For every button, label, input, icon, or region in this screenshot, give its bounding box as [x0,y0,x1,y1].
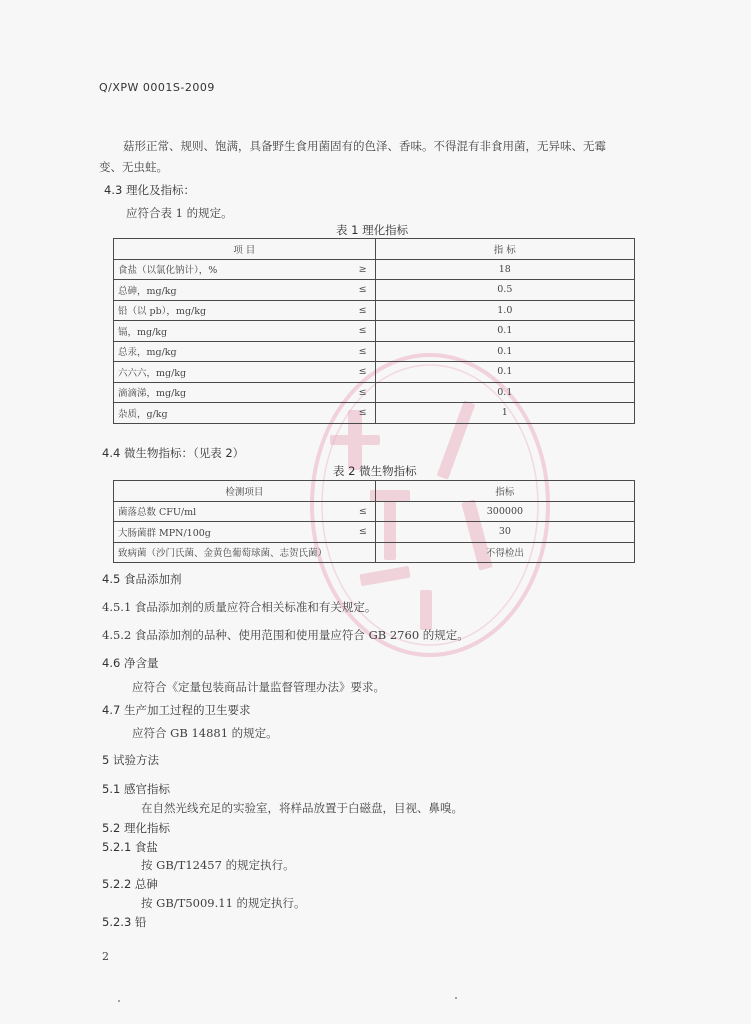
table-cell-symbol: ≤ [273,300,375,321]
section-4-3-heading: 4.3 理化及指标： [104,183,195,197]
table-cell-symbol: ≤ [273,341,375,362]
section-4-5-heading: 4.5 食品添加剂 [102,572,182,586]
section-5-2-2-text: 按 GB/T5009.11 的规定执行。 [141,896,306,910]
table-cell-symbol: ≤ [293,522,375,543]
section-5-1-heading: 5.1 感官指标 [102,782,170,796]
table-cell-value: 0.5 [375,280,634,301]
table-1-header-row [114,239,635,260]
table-row [114,259,635,280]
table-cell-symbol: ≥ [273,259,375,280]
document-code: Q/XPW 0001S-2009 [99,81,215,94]
table-cell-symbol: ≤ [293,501,375,522]
table-row [114,501,635,522]
table-cell-name: 六六六，mg/kg [114,362,274,383]
table-2 [113,480,635,563]
table-cell-symbol: ≤ [273,280,375,301]
table-row [114,341,635,362]
table-cell-value: 0.1 [375,362,634,383]
intro-line-2: 变、无虫蛀。 [99,160,168,174]
table-2-header-value: 指标 [375,481,634,502]
section-5-2-2-heading: 5.2.2 总砷 [102,877,158,891]
section-4-3-text: 应符合表 1 的规定。 [126,206,233,220]
section-4-5-2-text: 4.5.2 食品添加剂的品种、使用范围和使用量应符合 GB 2760 的规定。 [102,628,469,642]
table-row [114,300,635,321]
table-cell-name: 总砷，mg/kg [114,280,274,301]
scan-speck [455,997,457,999]
table-row [114,542,635,563]
table-cell-value: 0.1 [375,321,634,342]
section-5-2-heading: 5.2 理化指标 [102,821,170,835]
section-4-6-text: 应符合《定量包装商品计量监督管理办法》要求。 [132,680,385,694]
table-cell-symbol: ≤ [273,362,375,383]
table-cell-name: 食盐（以氯化钠计），% [114,259,274,280]
section-4-7-heading: 4.7 生产加工过程的卫生要求 [102,703,251,717]
section-5-2-3-heading: 5.2.3 铅 [102,915,147,929]
table-cell-value: 300000 [375,501,634,522]
section-4-5-1-text: 4.5.1 食品添加剂的质量应符合相关标准和有关规定。 [102,600,377,614]
section-4-6-heading: 4.6 净含量 [102,656,159,670]
table-row [114,362,635,383]
table-1-body [114,239,635,424]
table-1 [113,238,635,424]
table-row [114,382,635,403]
section-5-heading: 5 试验方法 [102,753,159,767]
table-1-header-value: 指 标 [375,239,634,260]
intro-line-1: 菇形正常、规则、饱满，具备野生食用菌固有的色泽、香味。不得混有非食用菌，无异味、无霉 [123,139,606,153]
table-cell-value: 0.1 [375,341,634,362]
table-row [114,280,635,301]
section-5-1-text: 在自然光线充足的实验室，将样品放置于白磁盘，目视、鼻嗅。 [141,801,463,815]
table-cell-name: 总汞，mg/kg [114,341,274,362]
table-2-body [114,481,635,563]
table-1-caption: 表 1 理化指标 [336,223,409,237]
table-cell-name: 滴滴涕，mg/kg [114,382,274,403]
table-cell-name: 大肠菌群 MPN/100g [114,522,294,543]
table-cell-value: 1 [375,403,634,424]
table-cell-name: 镉，mg/kg [114,321,274,342]
section-5-2-1-heading: 5.2.1 食盐 [102,840,158,854]
table-row [114,321,635,342]
table-cell-value: 0.1 [375,382,634,403]
table-cell-name: 致病菌（沙门氏菌、金黄色葡萄球菌、志贺氏菌） [114,542,376,563]
table-cell-name: 菌落总数 CFU/ml [114,501,294,522]
section-4-4-heading: 4.4 微生物指标：（见表 2） [102,446,245,460]
section-4-7-text: 应符合 GB 14881 的规定。 [132,726,278,740]
table-cell-symbol: ≤ [273,382,375,403]
section-5-2-1-text: 按 GB/T12457 的规定执行。 [141,858,295,872]
table-row [114,403,635,424]
table-cell-symbol: ≤ [273,321,375,342]
table-cell-name: 铅（以 pb），mg/kg [114,300,274,321]
table-cell-value: 1.0 [375,300,634,321]
page-number: 2 [102,950,109,963]
table-cell-value: 不得检出 [375,542,634,563]
table-2-header-item: 检测项目 [114,481,376,502]
scan-speck [118,1000,120,1002]
table-2-caption: 表 2 微生物指标 [333,464,417,478]
table-cell-value: 18 [375,259,634,280]
table-cell-value: 30 [375,522,634,543]
table-2-header-row [114,481,635,502]
table-cell-symbol: ≤ [273,403,375,424]
table-row [114,522,635,543]
table-1-header-item: 项 目 [114,239,376,260]
table-cell-name: 杂质，g/kg [114,403,274,424]
